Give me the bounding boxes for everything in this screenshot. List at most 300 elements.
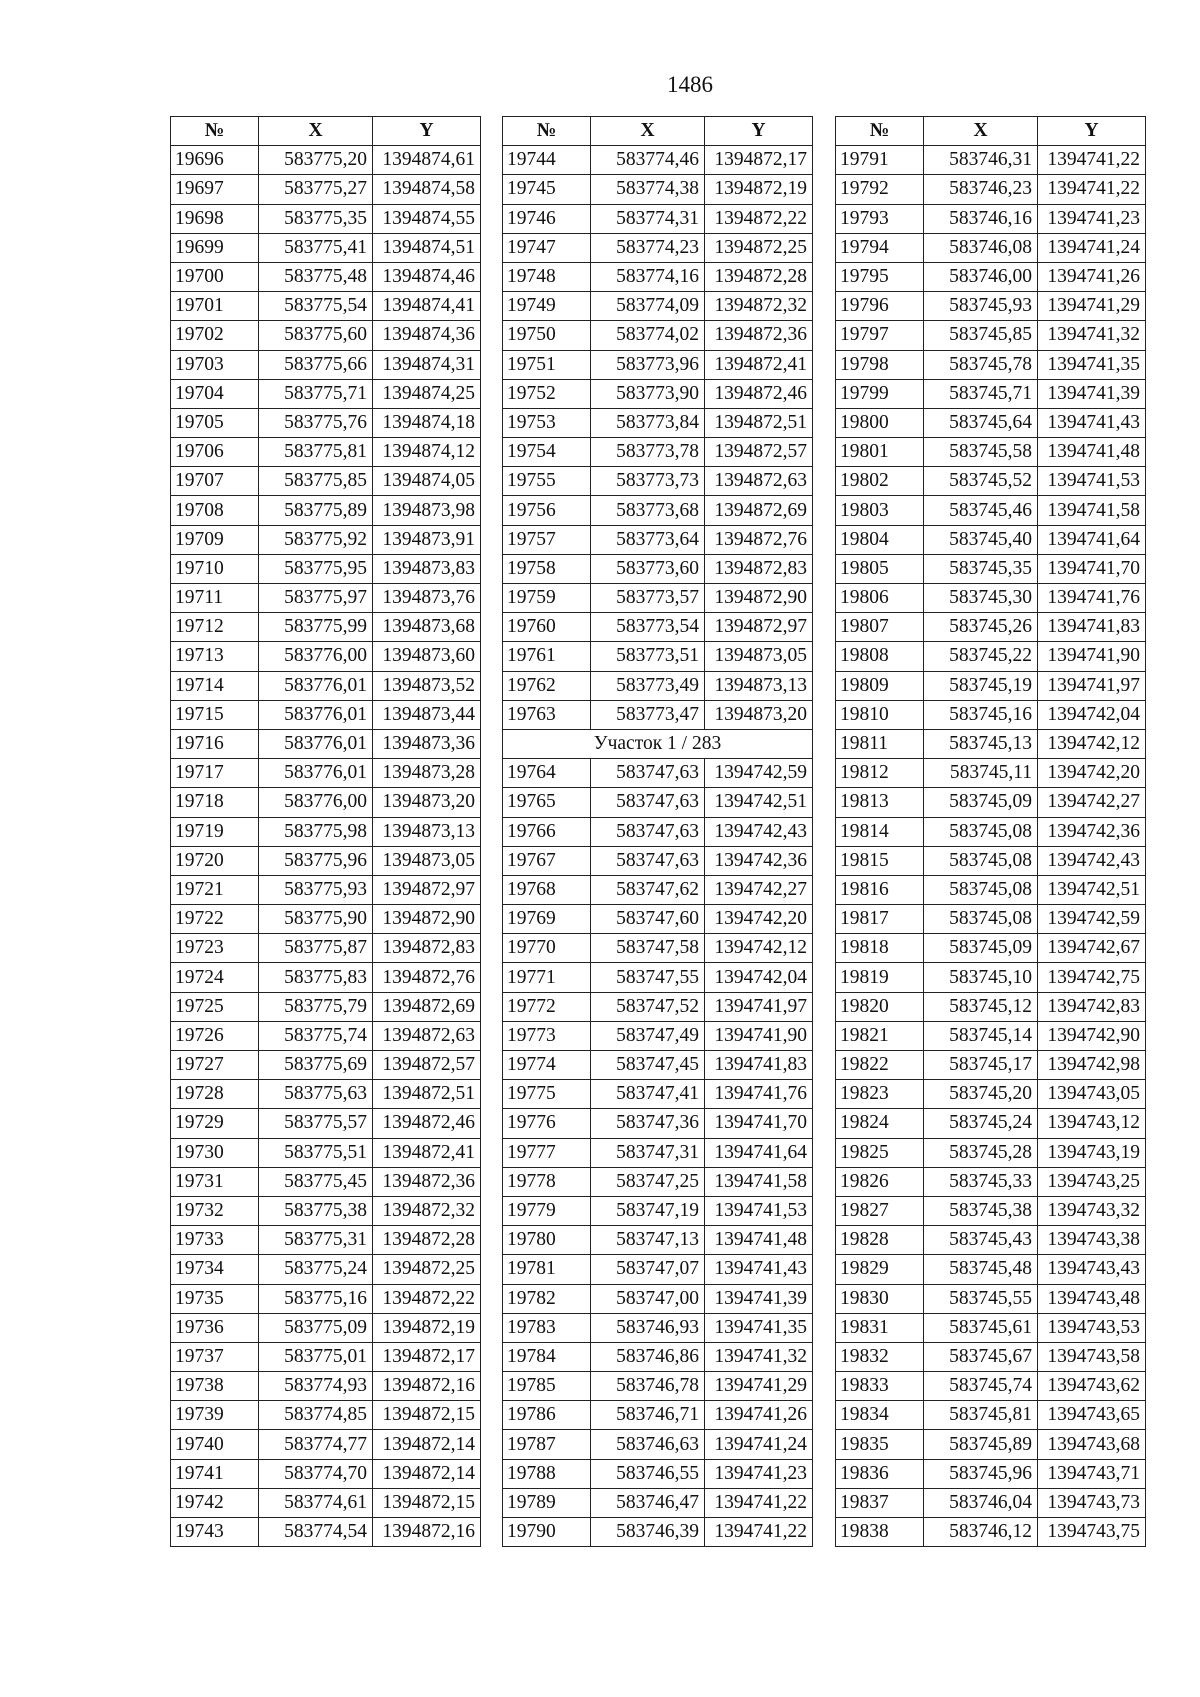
point-number-cell: 19730 (171, 1138, 259, 1167)
point-number-cell: 19778 (503, 1167, 591, 1196)
point-number-cell: 19789 (503, 1488, 591, 1517)
point-number-cell: 19808 (836, 642, 924, 671)
table-row (836, 1021, 1146, 1050)
point-number-cell: 19779 (503, 1196, 591, 1225)
x-coordinate-cell: 583774,16 (591, 262, 705, 291)
point-number-cell: 19828 (836, 1226, 924, 1255)
point-number-cell: 19744 (503, 146, 591, 175)
table-row (171, 963, 481, 992)
point-number-cell: 19701 (171, 292, 259, 321)
table-row (171, 1401, 481, 1430)
table-row (171, 905, 481, 934)
table-row (171, 1196, 481, 1225)
y-coordinate-cell: 1394741,53 (1038, 467, 1146, 496)
x-coordinate-cell: 583775,87 (259, 934, 373, 963)
table-row (503, 1401, 813, 1430)
point-number-cell: 19800 (836, 408, 924, 437)
x-coordinate-cell: 583775,85 (259, 467, 373, 496)
y-coordinate-cell: 1394872,57 (373, 1051, 481, 1080)
x-coordinate-cell: 583775,09 (259, 1313, 373, 1342)
coordinates-table-3 (835, 116, 1146, 1547)
y-coordinate-cell: 1394741,32 (705, 1342, 813, 1371)
table-row (836, 204, 1146, 233)
x-coordinate-cell: 583746,00 (924, 262, 1038, 291)
header-y: Y (373, 117, 481, 146)
table-row (836, 175, 1146, 204)
y-coordinate-cell: 1394872,28 (373, 1226, 481, 1255)
point-number-cell: 19794 (836, 233, 924, 262)
y-coordinate-cell: 1394742,43 (705, 817, 813, 846)
x-coordinate-cell: 583774,02 (591, 321, 705, 350)
point-number-cell: 19793 (836, 204, 924, 233)
table-row (503, 759, 813, 788)
x-coordinate-cell: 583774,61 (259, 1488, 373, 1517)
y-coordinate-cell: 1394742,59 (705, 759, 813, 788)
x-coordinate-cell: 583745,89 (924, 1430, 1038, 1459)
y-coordinate-cell: 1394872,76 (373, 963, 481, 992)
x-coordinate-cell: 583775,71 (259, 379, 373, 408)
y-coordinate-cell: 1394741,76 (705, 1080, 813, 1109)
x-coordinate-cell: 583774,46 (591, 146, 705, 175)
x-coordinate-cell: 583745,48 (924, 1255, 1038, 1284)
y-coordinate-cell: 1394741,23 (705, 1459, 813, 1488)
y-coordinate-cell: 1394742,67 (1038, 934, 1146, 963)
x-coordinate-cell: 583747,63 (591, 846, 705, 875)
x-coordinate-cell: 583747,00 (591, 1284, 705, 1313)
point-number-cell: 19722 (171, 905, 259, 934)
point-number-cell: 19696 (171, 146, 259, 175)
table-row (503, 1342, 813, 1371)
y-coordinate-cell: 1394742,75 (1038, 963, 1146, 992)
point-number-cell: 19803 (836, 496, 924, 525)
table-row (503, 1372, 813, 1401)
table-row (836, 1313, 1146, 1342)
x-coordinate-cell: 583775,31 (259, 1226, 373, 1255)
x-coordinate-cell: 583747,62 (591, 875, 705, 904)
x-coordinate-cell: 583745,16 (924, 700, 1038, 729)
x-coordinate-cell: 583775,98 (259, 817, 373, 846)
point-number-cell: 19773 (503, 1021, 591, 1050)
y-coordinate-cell: 1394872,17 (373, 1342, 481, 1371)
x-coordinate-cell: 583745,78 (924, 350, 1038, 379)
x-coordinate-cell: 583774,77 (259, 1430, 373, 1459)
y-coordinate-cell: 1394874,31 (373, 350, 481, 379)
y-coordinate-cell: 1394872,28 (705, 262, 813, 291)
point-number-cell: 19829 (836, 1255, 924, 1284)
x-coordinate-cell: 583773,64 (591, 525, 705, 554)
x-coordinate-cell: 583775,16 (259, 1284, 373, 1313)
table-row (171, 262, 481, 291)
point-number-cell: 19780 (503, 1226, 591, 1255)
x-coordinate-cell: 583747,25 (591, 1167, 705, 1196)
table-row (503, 146, 813, 175)
y-coordinate-cell: 1394742,90 (1038, 1021, 1146, 1050)
x-coordinate-cell: 583775,92 (259, 525, 373, 554)
y-coordinate-cell: 1394743,58 (1038, 1342, 1146, 1371)
table-row (503, 379, 813, 408)
table-row (836, 875, 1146, 904)
y-coordinate-cell: 1394741,43 (1038, 408, 1146, 437)
point-number-cell: 19804 (836, 525, 924, 554)
point-number-cell: 19704 (171, 379, 259, 408)
point-number-cell: 19715 (171, 700, 259, 729)
y-coordinate-cell: 1394872,32 (373, 1196, 481, 1225)
x-coordinate-cell: 583775,69 (259, 1051, 373, 1080)
x-coordinate-cell: 583745,30 (924, 584, 1038, 613)
point-number-cell: 19707 (171, 467, 259, 496)
y-coordinate-cell: 1394743,48 (1038, 1284, 1146, 1313)
x-coordinate-cell: 583745,19 (924, 671, 1038, 700)
point-number-cell: 19783 (503, 1313, 591, 1342)
y-coordinate-cell: 1394741,90 (705, 1021, 813, 1050)
table-row (836, 584, 1146, 613)
table-row (503, 438, 813, 467)
point-number-cell: 19835 (836, 1430, 924, 1459)
point-number-cell: 19737 (171, 1342, 259, 1371)
y-coordinate-cell: 1394743,38 (1038, 1226, 1146, 1255)
x-coordinate-cell: 583775,74 (259, 1021, 373, 1050)
y-coordinate-cell: 1394872,19 (373, 1313, 481, 1342)
table-row (836, 379, 1146, 408)
y-coordinate-cell: 1394873,20 (705, 700, 813, 729)
coordinates-table-2 (502, 116, 813, 1547)
y-coordinate-cell: 1394873,98 (373, 496, 481, 525)
point-number-cell: 19758 (503, 554, 591, 583)
y-coordinate-cell: 1394741,26 (1038, 262, 1146, 291)
table-row (836, 1401, 1146, 1430)
x-coordinate-cell: 583745,09 (924, 934, 1038, 963)
y-coordinate-cell: 1394872,51 (373, 1080, 481, 1109)
y-coordinate-cell: 1394741,70 (1038, 554, 1146, 583)
y-coordinate-cell: 1394874,41 (373, 292, 481, 321)
x-coordinate-cell: 583775,95 (259, 554, 373, 583)
point-number-cell: 19719 (171, 817, 259, 846)
x-coordinate-cell: 583745,64 (924, 408, 1038, 437)
table-row (171, 1342, 481, 1371)
x-coordinate-cell: 583775,93 (259, 875, 373, 904)
y-coordinate-cell: 1394872,69 (705, 496, 813, 525)
point-number-cell: 19753 (503, 408, 591, 437)
table-row (503, 671, 813, 700)
y-coordinate-cell: 1394743,65 (1038, 1401, 1146, 1430)
table-row (503, 1021, 813, 1050)
point-number-cell: 19769 (503, 905, 591, 934)
point-number-cell: 19732 (171, 1196, 259, 1225)
x-coordinate-cell: 583745,28 (924, 1138, 1038, 1167)
point-number-cell: 19733 (171, 1226, 259, 1255)
table-row (171, 467, 481, 496)
x-coordinate-cell: 583775,79 (259, 992, 373, 1021)
x-coordinate-cell: 583773,68 (591, 496, 705, 525)
y-coordinate-cell: 1394874,05 (373, 467, 481, 496)
x-coordinate-cell: 583775,97 (259, 584, 373, 613)
table-header-row (836, 117, 1146, 146)
x-coordinate-cell: 583747,63 (591, 817, 705, 846)
page-number: 1486 (667, 72, 713, 97)
y-coordinate-cell: 1394741,26 (705, 1401, 813, 1430)
x-coordinate-cell: 583775,60 (259, 321, 373, 350)
point-number-cell: 19802 (836, 467, 924, 496)
y-coordinate-cell: 1394872,15 (373, 1401, 481, 1430)
y-coordinate-cell: 1394872,90 (705, 584, 813, 613)
header-x: X (924, 117, 1038, 146)
table-row (171, 1226, 481, 1255)
y-coordinate-cell: 1394743,71 (1038, 1459, 1146, 1488)
point-number-cell: 19833 (836, 1372, 924, 1401)
y-coordinate-cell: 1394873,91 (373, 525, 481, 554)
table-row (171, 992, 481, 1021)
table-row (836, 467, 1146, 496)
point-number-cell: 19796 (836, 292, 924, 321)
point-number-cell: 19703 (171, 350, 259, 379)
x-coordinate-cell: 583747,45 (591, 1051, 705, 1080)
point-number-cell: 19713 (171, 642, 259, 671)
table-row (836, 1196, 1146, 1225)
y-coordinate-cell: 1394873,76 (373, 584, 481, 613)
table-row (503, 875, 813, 904)
point-number-cell: 19745 (503, 175, 591, 204)
x-coordinate-cell: 583775,27 (259, 175, 373, 204)
x-coordinate-cell: 583773,90 (591, 379, 705, 408)
x-coordinate-cell: 583775,83 (259, 963, 373, 992)
x-coordinate-cell: 583746,39 (591, 1518, 705, 1547)
table-row (171, 875, 481, 904)
x-coordinate-cell: 583775,35 (259, 204, 373, 233)
y-coordinate-cell: 1394742,43 (1038, 846, 1146, 875)
y-coordinate-cell: 1394741,53 (705, 1196, 813, 1225)
point-number-cell: 19747 (503, 233, 591, 262)
y-coordinate-cell: 1394742,36 (1038, 817, 1146, 846)
y-coordinate-cell: 1394872,22 (705, 204, 813, 233)
x-coordinate-cell: 583776,01 (259, 729, 373, 758)
y-coordinate-cell: 1394743,75 (1038, 1518, 1146, 1547)
point-number-cell: 19729 (171, 1109, 259, 1138)
point-number-cell: 19726 (171, 1021, 259, 1050)
table-row (836, 1459, 1146, 1488)
x-coordinate-cell: 583746,23 (924, 175, 1038, 204)
y-coordinate-cell: 1394873,28 (373, 759, 481, 788)
point-number-cell: 19776 (503, 1109, 591, 1138)
x-coordinate-cell: 583745,22 (924, 642, 1038, 671)
point-number-cell: 19782 (503, 1284, 591, 1313)
point-number-cell: 19698 (171, 204, 259, 233)
point-number-cell: 19792 (836, 175, 924, 204)
y-coordinate-cell: 1394743,43 (1038, 1255, 1146, 1284)
table-row (503, 525, 813, 554)
y-coordinate-cell: 1394872,83 (373, 934, 481, 963)
point-number-cell: 19723 (171, 934, 259, 963)
point-number-cell: 19734 (171, 1255, 259, 1284)
point-number-cell: 19764 (503, 759, 591, 788)
y-coordinate-cell: 1394874,51 (373, 233, 481, 262)
point-number-cell: 19728 (171, 1080, 259, 1109)
y-coordinate-cell: 1394872,41 (705, 350, 813, 379)
point-number-cell: 19731 (171, 1167, 259, 1196)
x-coordinate-cell: 583773,49 (591, 671, 705, 700)
point-number-cell: 19720 (171, 846, 259, 875)
point-number-cell: 19768 (503, 875, 591, 904)
table-row (171, 233, 481, 262)
table-row (503, 233, 813, 262)
header-y: Y (1038, 117, 1146, 146)
x-coordinate-cell: 583745,35 (924, 554, 1038, 583)
x-coordinate-cell: 583746,08 (924, 233, 1038, 262)
table-row (171, 700, 481, 729)
x-coordinate-cell: 583775,90 (259, 905, 373, 934)
table-row (503, 963, 813, 992)
x-coordinate-cell: 583745,81 (924, 1401, 1038, 1430)
table-row (503, 1255, 813, 1284)
table-row (503, 788, 813, 817)
x-coordinate-cell: 583745,08 (924, 875, 1038, 904)
table-row (171, 525, 481, 554)
x-coordinate-cell: 583775,48 (259, 262, 373, 291)
x-coordinate-cell: 583773,73 (591, 467, 705, 496)
y-coordinate-cell: 1394872,46 (705, 379, 813, 408)
table-row (171, 846, 481, 875)
table-row (171, 1021, 481, 1050)
x-coordinate-cell: 583747,63 (591, 788, 705, 817)
table-row (171, 1488, 481, 1517)
y-coordinate-cell: 1394741,22 (705, 1518, 813, 1547)
x-coordinate-cell: 583773,60 (591, 554, 705, 583)
y-coordinate-cell: 1394741,58 (1038, 496, 1146, 525)
point-number-cell: 19748 (503, 262, 591, 291)
point-number-cell: 19837 (836, 1488, 924, 1517)
point-number-cell: 19777 (503, 1138, 591, 1167)
point-number-cell: 19801 (836, 438, 924, 467)
table-row (171, 379, 481, 408)
table-row (836, 146, 1146, 175)
x-coordinate-cell: 583747,19 (591, 1196, 705, 1225)
point-number-cell: 19761 (503, 642, 591, 671)
point-number-cell: 19759 (503, 584, 591, 613)
header-y: Y (705, 117, 813, 146)
table-row (503, 817, 813, 846)
point-number-cell: 19822 (836, 1051, 924, 1080)
point-number-cell: 19710 (171, 554, 259, 583)
table-row (503, 1313, 813, 1342)
y-coordinate-cell: 1394872,41 (373, 1138, 481, 1167)
x-coordinate-cell: 583745,11 (924, 759, 1038, 788)
x-coordinate-cell: 583773,84 (591, 408, 705, 437)
x-coordinate-cell: 583773,57 (591, 584, 705, 613)
x-coordinate-cell: 583775,99 (259, 613, 373, 642)
table-row (503, 1226, 813, 1255)
x-coordinate-cell: 583745,17 (924, 1051, 1038, 1080)
y-coordinate-cell: 1394873,13 (373, 817, 481, 846)
point-number-cell: 19834 (836, 1401, 924, 1430)
point-number-cell: 19735 (171, 1284, 259, 1313)
table-row (503, 467, 813, 496)
y-coordinate-cell: 1394742,98 (1038, 1051, 1146, 1080)
point-number-cell: 19827 (836, 1196, 924, 1225)
table-row (171, 1255, 481, 1284)
table-row (171, 613, 481, 642)
x-coordinate-cell: 583775,51 (259, 1138, 373, 1167)
point-number-cell: 19714 (171, 671, 259, 700)
point-number-cell: 19807 (836, 613, 924, 642)
y-coordinate-cell: 1394873,83 (373, 554, 481, 583)
x-coordinate-cell: 583746,78 (591, 1372, 705, 1401)
table-row (171, 292, 481, 321)
x-coordinate-cell: 583745,08 (924, 817, 1038, 846)
table-row (171, 729, 481, 758)
table-row (836, 350, 1146, 379)
table-row (503, 1488, 813, 1517)
x-coordinate-cell: 583747,36 (591, 1109, 705, 1138)
point-number-cell: 19810 (836, 700, 924, 729)
x-coordinate-cell: 583745,26 (924, 613, 1038, 642)
point-number-cell: 19702 (171, 321, 259, 350)
point-number-cell: 19749 (503, 292, 591, 321)
point-number-cell: 19819 (836, 963, 924, 992)
x-coordinate-cell: 583776,00 (259, 642, 373, 671)
table-row (503, 1430, 813, 1459)
x-coordinate-cell: 583776,00 (259, 788, 373, 817)
y-coordinate-cell: 1394872,36 (705, 321, 813, 350)
table-row (503, 1051, 813, 1080)
x-coordinate-cell: 583745,67 (924, 1342, 1038, 1371)
table-row (503, 1518, 813, 1547)
x-coordinate-cell: 583745,09 (924, 788, 1038, 817)
x-coordinate-cell: 583773,51 (591, 642, 705, 671)
y-coordinate-cell: 1394741,83 (705, 1051, 813, 1080)
table-row (836, 1430, 1146, 1459)
point-number-cell: 19743 (171, 1518, 259, 1547)
table-row (503, 175, 813, 204)
x-coordinate-cell: 583745,71 (924, 379, 1038, 408)
point-number-cell: 19771 (503, 963, 591, 992)
table-row (836, 1518, 1146, 1547)
table-row (503, 1167, 813, 1196)
x-coordinate-cell: 583775,57 (259, 1109, 373, 1138)
point-number-cell: 19775 (503, 1080, 591, 1109)
point-number-cell: 19700 (171, 262, 259, 291)
x-coordinate-cell: 583746,47 (591, 1488, 705, 1517)
point-number-cell: 19746 (503, 204, 591, 233)
point-number-cell: 19752 (503, 379, 591, 408)
x-coordinate-cell: 583775,66 (259, 350, 373, 379)
x-coordinate-cell: 583775,01 (259, 1342, 373, 1371)
y-coordinate-cell: 1394874,18 (373, 408, 481, 437)
y-coordinate-cell: 1394874,46 (373, 262, 481, 291)
point-number-cell: 19818 (836, 934, 924, 963)
table-row (171, 1109, 481, 1138)
table-row (171, 642, 481, 671)
y-coordinate-cell: 1394873,13 (705, 671, 813, 700)
table-row (836, 1226, 1146, 1255)
y-coordinate-cell: 1394741,70 (705, 1109, 813, 1138)
y-coordinate-cell: 1394872,36 (373, 1167, 481, 1196)
table-row (836, 1255, 1146, 1284)
point-number-cell: 19725 (171, 992, 259, 1021)
y-coordinate-cell: 1394873,68 (373, 613, 481, 642)
table-row (836, 525, 1146, 554)
x-coordinate-cell: 583745,43 (924, 1226, 1038, 1255)
point-number-cell: 19708 (171, 496, 259, 525)
point-number-cell: 19823 (836, 1080, 924, 1109)
point-number-cell: 19739 (171, 1401, 259, 1430)
x-coordinate-cell: 583775,76 (259, 408, 373, 437)
y-coordinate-cell: 1394741,43 (705, 1255, 813, 1284)
point-number-cell: 19754 (503, 438, 591, 467)
y-coordinate-cell: 1394872,14 (373, 1430, 481, 1459)
table-row (836, 759, 1146, 788)
table-row (503, 584, 813, 613)
table-row (836, 934, 1146, 963)
table-row (503, 934, 813, 963)
